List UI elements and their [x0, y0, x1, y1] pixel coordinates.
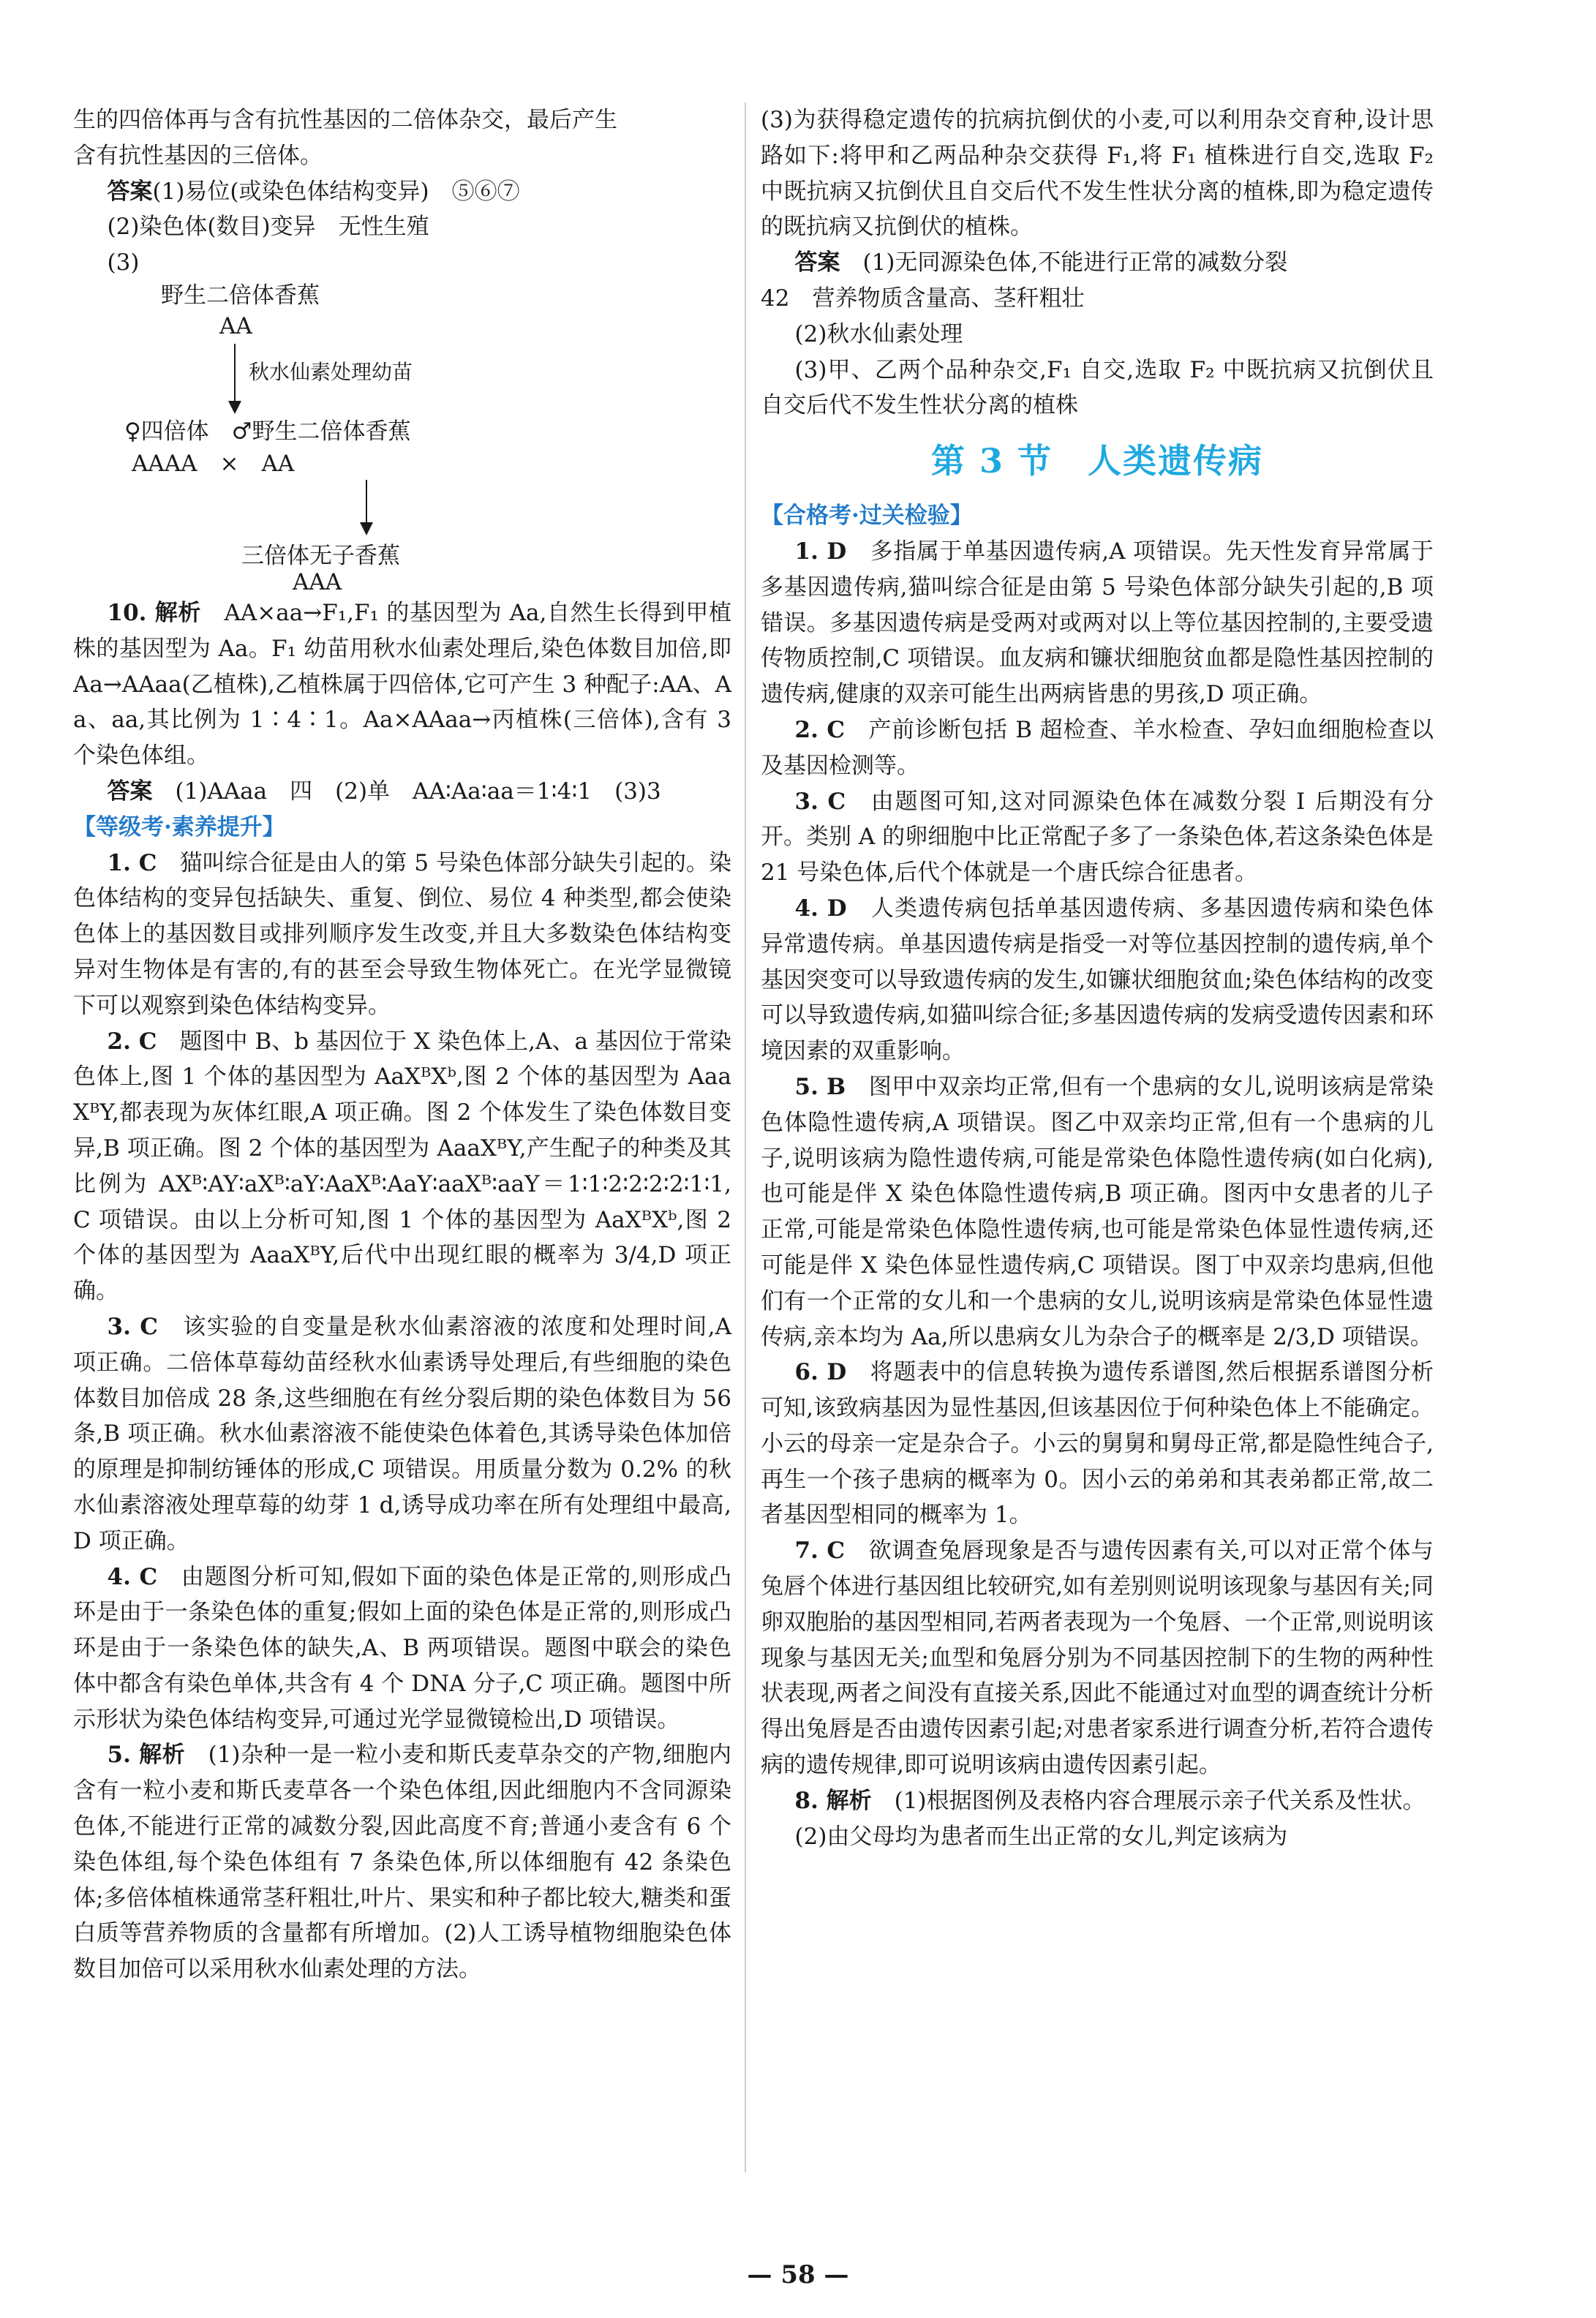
diagram-triploid: 三倍体无子香蕉: [241, 542, 400, 569]
right-answer-5: 5. B 图甲中双亲均正常,但有一个患病的女儿,说明该病是常染色体隐性遗传病,A 项错误。图乙中双亲均正常,但有一个患病的儿子,说明该病为隐性遗传病,可能是常染色体隐性遗传病(如白化病),也可能是伴 X 染色体隐性遗传病,B 项正确。图丙中女患者的儿子正常,可能是常染色体隐性遗传病,也可能是常染色体显性遗传病,还可能是伴 X 染色体显性遗传病,C 项错误。图丁中双亲均患病,但他们有一个正常的女儿和一个患病的女儿,说明该病是常染色体显性遗传病,亲本均为 Aa,所以患病女儿为杂合子的概率是 2/3,D 项错误。: [761, 1073, 1434, 1350]
answer-3: 3. C 该实验的自变量是秋水仙素溶液的浓度和处理时间,A 项正确。二倍体草莓幼苗经秋水仙素诱导处理后,有些细胞的染色体数目加倍成 28 条,这些细胞在有丝分裂后期的染色体数目为 56 条,B 项正确。秋水仙素溶液不能使染色体着色,其诱导染色体加倍的原理是抑制纺锤体的形成,C 项错误。用质量分数为 0.2% 的秋水仙素溶液处理草莓的幼芽 1 d,诱导成功率在所有处理组中最高,D 项正确。: [73, 1313, 731, 1554]
section-level-exam: 【等级考·素养提升】: [73, 813, 285, 840]
right-answer-2: 2. C 产前诊断包括 B 超检查、羊水检查、孕妇血细胞检查以及基因检测等。: [761, 716, 1434, 779]
q9-answer-1: 答案(1)易位(或染色体结构变异) ⑤⑥⑦: [107, 178, 520, 205]
right-answer-6: 6. D 将题表中的信息转换为遗传系谱图,然后根据系谱图分析可知,该致病基因为显性基因,但该基因位于何种染色体上不能确定。小云的母亲一定是杂合子。小云的舅舅和舅母正常,都是隐性纯合子,再生一个孩子患病的概率为 0。因小云的弟弟和其表弟都正常,故二者基因型相同的概率为 1。: [761, 1359, 1434, 1529]
diagram-treatment: 秋水仙素处理幼苗: [249, 359, 413, 384]
chapter-title: 第 3 节 人类遗传病: [930, 441, 1264, 481]
right-column: [761, 102, 1434, 1854]
right-answer-7: 7. C 欲调查兔唇现象是否与遗传因素有关,可以对正常个体与兔唇个体进行基因组比较研究,如有差别则说明该现象与基因有关;同卵双胞胎的基因型相同,若两者表现为一个兔唇、一个正常,则说明该现象与基因无关;血型和兔唇分别为不同基因控制下的生物的两种性状表现,两者之间没有直接关系,因此不能通过对血型的调查统计分析得出兔唇是否由遗传因素引起;对患者家系进行调查分析,若符合遗传病的遗传规律,即可说明该病由遗传因素引起。: [761, 1538, 1434, 1779]
intro-line-1: 生的四倍体再与含有抗性基因的二倍体杂交，最后产生: [73, 107, 617, 133]
answer-5-answer-3: (3)甲、乙两个品种杂交,F₁ 自交,选取 F₂ 中既抗病又抗倒伏且自交后代不发生性状分离的植株: [761, 356, 1434, 419]
section-pass-exam: 【合格考·过关检验】: [761, 503, 973, 530]
answer-1: 1. C 猫叫综合征是由人的第 5 号染色体部分缺失引起的。染色体结构的变异包括缺失、重复、倒位、易位 4 种类型,都会使染色体上的基因数目或排列顺序发生改变,并且大多数染色体结构变异对生物体是有害的,有的甚至会导致生物体死亡。在光学显微镜下可以观察到染色体结构变异。: [73, 849, 732, 1019]
diagram-aa-top: AA: [219, 312, 252, 339]
answer-5-answer-2: (2)秋水仙素处理: [794, 320, 963, 347]
right-answer-8-cont: (2)由父母均为患者而生出正常的女儿,判定该病为: [794, 1823, 1288, 1850]
answer-5-continued: (3)为获得稳定遗传的抗病抗倒伏的小麦,可以利用杂交育种,设计思路如下:将甲和乙两品种杂交获得 F₁,将 F₁ 植株进行自交,选取 F₂ 中既抗病又抗倒伏且自交后代不发生性状分离的植株,即为稳定遗传的既抗病又抗倒伏的植株。: [761, 107, 1434, 241]
answer-2: 2. C 题图中 B、b 基因位于 X 染色体上,A、a 基因位于常染色体上,图 1 个体的基因型为 AaXᴮXᵇ,图 2 个体的基因型为 AaaXᴮY,都表现为灰体红眼,A 项正确。图 2 个体发生了染色体数目变异,B 项正确。图 2 个体的基因型为 AaaXᴮY,产生配子的种类及其比例为 AXᴮ∶AY∶aXᴮ∶aY∶AaXᴮ∶AaY∶aaXᴮ∶aaY＝1∶1∶2∶2∶2∶2∶1∶1,C 项错误。由以上分析可知,图 1 个体的基因型为 AaXᴮXᵇ,图 2 个体的基因型为 AaaXᴮY,后代中出现红眼的概率为 3/4,D 项正确。: [73, 1028, 732, 1305]
q9-answer-2: (2)染色体(数目)变异 无性生殖: [107, 214, 429, 241]
right-answer-3: 3. C 由题图可知,这对同源染色体在减数分裂 Ⅰ 后期没有分开。类别 A 的卵细胞中比正常配子多了一条染色体,若这条染色体是 21 号染色体,后代个体就是一个唐氏综合征患者。: [761, 788, 1434, 887]
q10-answer: 答案 (1)AAaa 四 (2)单 AA∶Aa∶aa＝1∶4∶1 (3)3: [107, 778, 661, 805]
q9-answer-3: (3): [107, 249, 140, 276]
diagram-arrowhead-2: [360, 522, 373, 535]
column-divider: [745, 102, 746, 2172]
diagram-arrowhead-1: [228, 401, 241, 414]
answer-5-answer-1b: 42 营养物质含量高、茎秆粗壮: [761, 285, 1085, 312]
right-answer-1: 1. D 多指属于单基因遗传病,A 项错误。先天性发育异常属于多基因遗传病,猫叫综合征是由第 5 号染色体部分缺失引起的,B 项错误。多基因遗传病是受两对或两对以上等位基因控制的,主要受遗传物质控制,C 项错误。血友病和镰状细胞贫血都是隐性基因控制的遗传病,健康的双亲可能生出两病皆患的男孩,D 项正确。: [761, 538, 1434, 708]
left-column: [73, 102, 731, 1987]
answer-4: 4. C 由题图分析可知,假如下面的染色体是正常的,则形成凸环是由于一条染色体的重复;假如上面的染色体是正常的,则形成凸环是由于一条染色体的缺失,A、B 两项错误。题图中联会的染色体中都含有染色单体,共含有 4 个 DNA 分子,C 项正确。题图中所示形状为染色体结构变异,可通过光学显微镜检出,D 项错误。: [73, 1563, 732, 1733]
diagram-arrow-line-2: [366, 480, 367, 524]
answer-label: 答案: [107, 178, 153, 205]
diagram-aaa: AAA: [293, 568, 342, 595]
diagram-wild-diploid: 野生二倍体香蕉: [161, 282, 320, 309]
right-answer-8: 8. 解析 (1)根据图例及表格内容合理展示亲子代关系及性状。: [794, 1787, 1426, 1814]
answer-5-answer-1: 答案 (1)无同源染色体,不能进行正常的减数分裂: [794, 249, 1288, 276]
q10-analysis: 10. 解析 AA×aa→F₁,F₁ 的基因型为 Aa,自然生长得到甲植株的基因型为 Aa。F₁ 幼苗用秋水仙素处理后,染色体数目加倍,即 Aa→AAaa(乙植株),乙植株属于四倍体,它可产生 3 种配子:AA、Aa、aa,其比例为 1∶4∶1。Aa×AAaa→丙植株(三倍体),含有 3 个染色体组。: [73, 599, 731, 769]
answer-5: 5. 解析 (1)杂种一是一粒小麦和斯氏麦草杂交的产物,细胞内含有一粒小麦和斯氏麦草各一个染色体组,因此细胞内不含同源染色体,不能进行正常的减数分裂,因此高度不育;普通小麦含有 6 个染色体组,每个染色体组有 7 条染色体,所以体细胞有 42 条染色体;多倍体植株通常茎秆粗壮,叶片、果实和种子都比较大,糖类和蛋白质等营养物质的含量都有所增加。(2)人工诱导植物细胞染色体数目加倍可以采用秋水仙素处理的方法。: [73, 1742, 732, 1983]
diagram-arrow-line-1: [234, 344, 236, 402]
breeding-diagram: [73, 281, 731, 595]
diagram-female-tetraploid: ♀四倍体 ♂野生二倍体香蕉: [124, 418, 411, 445]
right-answer-4: 4. D 人类遗传病包括单基因遗传病、多基因遗传病和染色体异常遗传病。单基因遗传病是指受一对等位基因控制的遗传病,单个基因突变可以导致遗传病的发生,如镰状细胞贫血;染色体结构的改变可以导致遗传病,如猫叫综合征;多基因遗传病的发病受遗传因素和环境因素的双重影响。: [761, 895, 1434, 1065]
intro-line-2: 含有抗性基因的三倍体。: [73, 142, 323, 169]
diagram-cross: AAAA × AA: [132, 450, 295, 477]
page-number: — 58 —: [747, 2260, 849, 2289]
